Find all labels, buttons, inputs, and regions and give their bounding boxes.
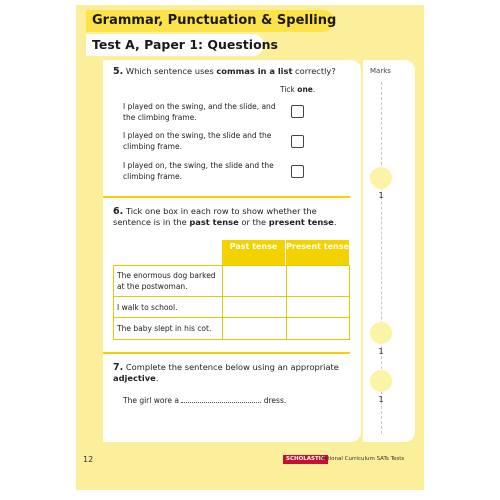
tick-box[interactable] [291,135,304,148]
question-text-end: correctly? [292,66,336,76]
question-keyword: adjective [113,373,156,383]
question-keyword: commas in a list [216,66,293,76]
mark-value: 1 [378,395,384,404]
answer-option: I played on the swing, the slide and the climbing frame. [123,131,272,151]
answer-sentence: The girl wore a dress. [123,396,287,405]
mark-circle [370,370,392,392]
mark-circle [370,322,392,344]
answer-option: I played on, the swing, the slide and the climbing frame. [123,161,274,181]
question-number: 5. [113,66,124,77]
question-6: 6. Tick one box in each row to show whether the sentence is in the past tense or the present tense. [113,206,337,227]
mark-value: 1 [378,347,384,356]
tick-cell-present[interactable] [286,265,350,297]
column-header-past: Past tense [222,240,286,265]
series-name: National Curriculum SATs Tests [320,456,405,462]
marks-label: Marks [370,67,391,75]
tick-cell-past[interactable] [222,296,287,318]
question-text: Complete the sentence below using an appropriate [125,362,339,372]
tick-cell-past[interactable] [222,317,287,340]
question-separator [103,352,350,354]
answer-option: I played on the swing, and the slide, and the climbing frame. [123,102,276,122]
tick-box[interactable] [291,105,304,118]
paper-title: Test A, Paper 1: Questions [86,34,264,56]
section-title: Grammar, Punctuation & Spelling [86,10,334,32]
answer-blank[interactable] [181,395,261,403]
question-keyword: present tense [268,217,334,227]
question-number: 7. [113,362,124,373]
page-number: 12 [83,455,94,464]
tick-cell-past[interactable] [222,265,287,297]
question-keyword: past tense [189,217,239,227]
table-row: The enormous dog barked at the postwoman. [117,271,216,291]
question-7: 7. Complete the sentence below using an appropriate adjective. [113,362,339,383]
question-5 [113,66,353,77]
tick-instruction: Tick one. [280,85,316,94]
table-row: The baby slept in his cot. [117,324,212,333]
table-row: I walk to school. [117,303,178,312]
mark-circle [370,167,392,189]
tick-cell-present[interactable] [286,296,350,318]
tick-box[interactable] [291,165,304,178]
question-separator [103,196,350,198]
tense-table [113,240,350,340]
mark-value: 1 [378,191,384,200]
question-text: Which sentence uses [125,66,217,76]
question-number: 6. [113,206,124,217]
column-header-present: Present tense [286,240,350,265]
tick-cell-present[interactable] [286,317,350,340]
publisher-logo: SCHOLASTIC [283,455,328,464]
question-text: Tick one box in each row to show whether the sentence is in the [113,206,317,227]
